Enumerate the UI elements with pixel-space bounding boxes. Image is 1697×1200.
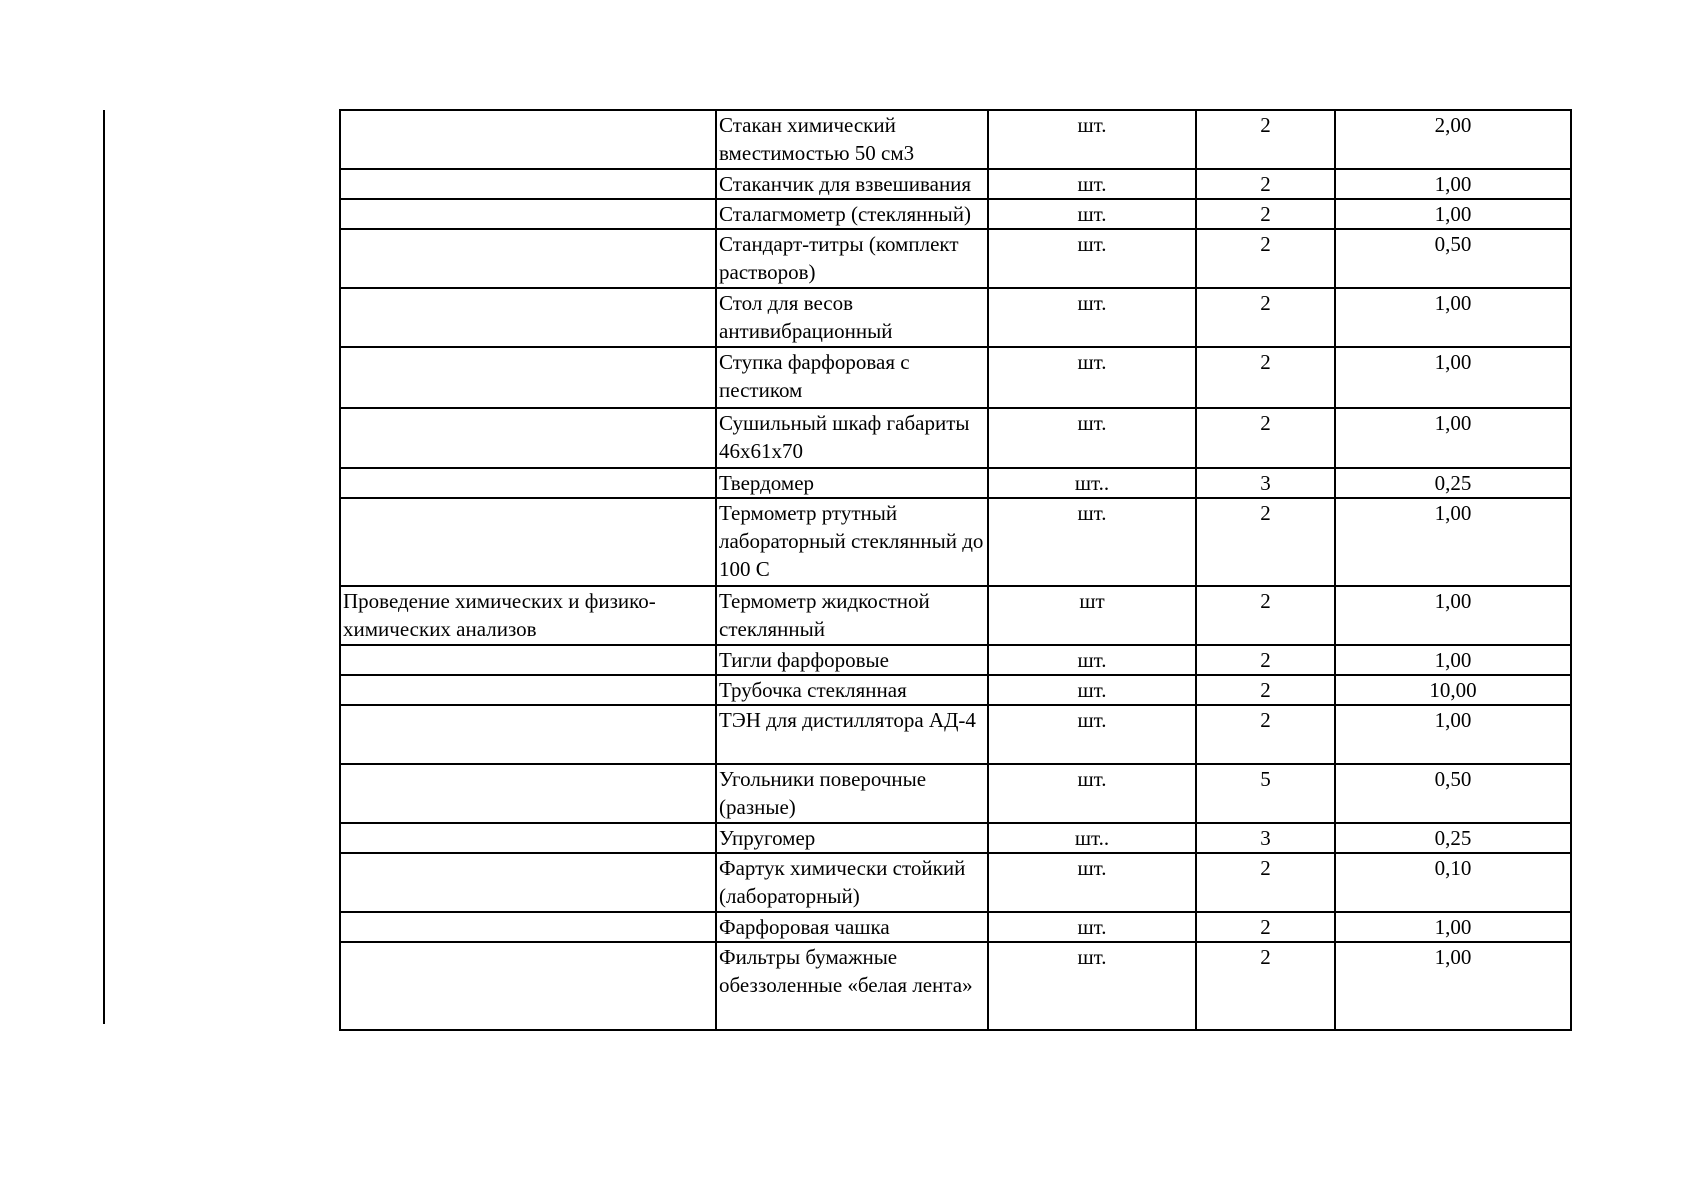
- item-name-cell: Сушильный шкаф габариты 46х61х70: [716, 408, 988, 468]
- equipment-table: [339, 109, 1572, 1031]
- item-name-cell: Фарфоровая чашка: [716, 912, 988, 942]
- quantity-cell: 2: [1196, 498, 1335, 586]
- unit-cell: шт.: [988, 288, 1196, 347]
- quantity-cell: 2: [1196, 408, 1335, 468]
- unit-cell: шт.: [988, 942, 1196, 1030]
- quantity-cell: 2: [1196, 347, 1335, 408]
- activity-cell: [340, 468, 716, 498]
- norm-value-cell: 0,10: [1335, 853, 1571, 912]
- activity-cell: [340, 823, 716, 853]
- item-name-cell: ТЭН для дистиллятора АД-4: [716, 705, 988, 764]
- unit-cell: шт.: [988, 498, 1196, 586]
- activity-cell: [340, 853, 716, 912]
- activity-cell: [340, 199, 716, 229]
- table-row: [340, 199, 1571, 229]
- quantity-cell: 2: [1196, 645, 1335, 675]
- norm-value-cell: 1,00: [1335, 912, 1571, 942]
- norm-value-cell: 0,50: [1335, 764, 1571, 823]
- table-row: [340, 229, 1571, 288]
- quantity-cell: 2: [1196, 199, 1335, 229]
- table-row: [340, 942, 1571, 1030]
- quantity-cell: 2: [1196, 586, 1335, 645]
- norm-value-cell: 0,50: [1335, 229, 1571, 288]
- table-row: [340, 408, 1571, 468]
- unit-cell: шт.: [988, 675, 1196, 705]
- norm-value-cell: 1,00: [1335, 169, 1571, 199]
- quantity-cell: 2: [1196, 705, 1335, 764]
- unit-cell: шт.: [988, 764, 1196, 823]
- unit-cell: шт.: [988, 199, 1196, 229]
- item-name-cell: Угольники поверочные (разные): [716, 764, 988, 823]
- item-name-cell: Ступка фарфоровая с пестиком: [716, 347, 988, 408]
- unit-cell: шт.: [988, 912, 1196, 942]
- quantity-cell: 3: [1196, 823, 1335, 853]
- table-row: [340, 705, 1571, 764]
- item-name-cell: Фильтры бумажные обеззоленные «белая лента»: [716, 942, 988, 1030]
- unit-cell: шт.: [988, 110, 1196, 169]
- norm-value-cell: 1,00: [1335, 705, 1571, 764]
- quantity-cell: 2: [1196, 110, 1335, 169]
- norm-value-cell: 1,00: [1335, 347, 1571, 408]
- quantity-cell: 2: [1196, 675, 1335, 705]
- unit-cell: шт..: [988, 823, 1196, 853]
- unit-cell: шт.: [988, 408, 1196, 468]
- norm-value-cell: 1,00: [1335, 942, 1571, 1030]
- quantity-cell: 5: [1196, 764, 1335, 823]
- table-row: [340, 169, 1571, 199]
- activity-cell: [340, 347, 716, 408]
- item-name-cell: Твердомер: [716, 468, 988, 498]
- item-name-cell: Тигли фарфоровые: [716, 645, 988, 675]
- norm-value-cell: 1,00: [1335, 498, 1571, 586]
- page-margin-rule: [103, 110, 105, 1024]
- table-row: [340, 823, 1571, 853]
- table-row: [340, 468, 1571, 498]
- table-row: [340, 288, 1571, 347]
- item-name-cell: Стаканчик для взвешивания: [716, 169, 988, 199]
- norm-value-cell: 1,00: [1335, 586, 1571, 645]
- quantity-cell: 3: [1196, 468, 1335, 498]
- item-name-cell: Стакан химический вместимостью 50 см3: [716, 110, 988, 169]
- unit-cell: шт..: [988, 468, 1196, 498]
- item-name-cell: Трубочка стеклянная: [716, 675, 988, 705]
- unit-cell: шт.: [988, 347, 1196, 408]
- activity-cell: [340, 169, 716, 199]
- activity-cell: [340, 408, 716, 468]
- activity-cell: [340, 645, 716, 675]
- item-name-cell: Стандарт-титры (комплект растворов): [716, 229, 988, 288]
- item-name-cell: Термометр ртутный лабораторный стеклянный до 100 С: [716, 498, 988, 586]
- activity-cell: [340, 498, 716, 586]
- item-name-cell: Стол для весов антивибрационный: [716, 288, 988, 347]
- activity-cell: [340, 288, 716, 347]
- equipment-table-body: [340, 110, 1571, 1030]
- item-name-cell: Упругомер: [716, 823, 988, 853]
- quantity-cell: 2: [1196, 288, 1335, 347]
- unit-cell: шт.: [988, 645, 1196, 675]
- table-row: [340, 764, 1571, 823]
- activity-cell: [340, 229, 716, 288]
- activity-cell: [340, 942, 716, 1030]
- table-row: [340, 912, 1571, 942]
- unit-cell: шт: [988, 586, 1196, 645]
- table-row: [340, 498, 1571, 586]
- unit-cell: шт.: [988, 853, 1196, 912]
- quantity-cell: 2: [1196, 912, 1335, 942]
- quantity-cell: 2: [1196, 169, 1335, 199]
- item-name-cell: Фартук химически стойкий (лабораторный): [716, 853, 988, 912]
- norm-value-cell: 1,00: [1335, 645, 1571, 675]
- table-row: [340, 675, 1571, 705]
- activity-cell: [340, 110, 716, 169]
- activity-cell: [340, 675, 716, 705]
- norm-value-cell: 10,00: [1335, 675, 1571, 705]
- table-row: [340, 586, 1571, 645]
- quantity-cell: 2: [1196, 853, 1335, 912]
- activity-cell: [340, 912, 716, 942]
- item-name-cell: Термометр жидкостной стеклянный: [716, 586, 988, 645]
- unit-cell: шт.: [988, 705, 1196, 764]
- quantity-cell: 2: [1196, 229, 1335, 288]
- norm-value-cell: 0,25: [1335, 823, 1571, 853]
- unit-cell: шт.: [988, 229, 1196, 288]
- quantity-cell: 2: [1196, 942, 1335, 1030]
- norm-value-cell: 1,00: [1335, 199, 1571, 229]
- table-row: [340, 110, 1571, 169]
- activity-cell: Проведение химических и физико-химических анализов: [340, 586, 716, 645]
- norm-value-cell: 0,25: [1335, 468, 1571, 498]
- unit-cell: шт.: [988, 169, 1196, 199]
- activity-cell: [340, 764, 716, 823]
- table-row: [340, 853, 1571, 912]
- activity-cell: [340, 705, 716, 764]
- norm-value-cell: 1,00: [1335, 288, 1571, 347]
- norm-value-cell: 1,00: [1335, 408, 1571, 468]
- table-row: [340, 645, 1571, 675]
- item-name-cell: Сталагмометр (стеклянный): [716, 199, 988, 229]
- table-row: [340, 347, 1571, 408]
- norm-value-cell: 2,00: [1335, 110, 1571, 169]
